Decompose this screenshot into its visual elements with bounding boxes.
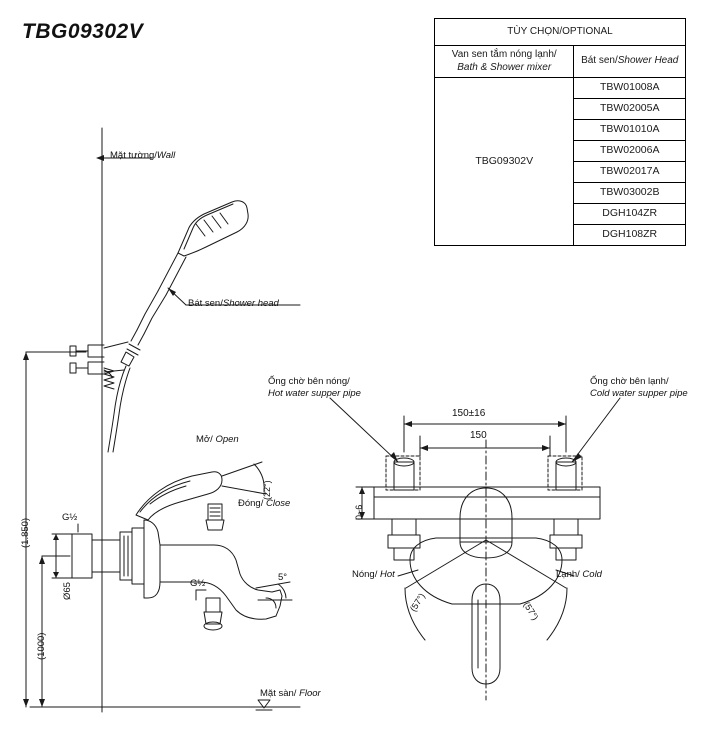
label-dim-150: 150 bbox=[470, 430, 487, 441]
dim-height-1850 bbox=[23, 352, 86, 707]
label-diameter-65: Ø65 bbox=[62, 582, 73, 600]
label-hot-pipe: Ống chờ bên nóng/ Hot water supper pipe bbox=[268, 376, 361, 399]
cell-showerhead-1: TBW02005A bbox=[574, 99, 686, 120]
floor-line bbox=[30, 700, 300, 710]
cell-showerhead-3: TBW02006A bbox=[574, 141, 686, 162]
cell-showerhead-4: TBW02017A bbox=[574, 162, 686, 183]
label-angle-22: (22°) bbox=[262, 480, 272, 500]
label-close: Đóng/ Close bbox=[238, 498, 291, 509]
mixer-header-en: Bath & Shower mixer bbox=[457, 61, 552, 73]
label-thread-lower: G½ bbox=[190, 578, 206, 589]
cold-pipe-leader bbox=[572, 398, 620, 462]
handle-angle-arc-22 bbox=[222, 462, 266, 494]
label-cold-pipe: Ống chờ bên lạnh/ Cold water supper pipe bbox=[590, 376, 688, 399]
label-floor: Mặt sàn/ Floor bbox=[260, 688, 321, 699]
shower-hanger-bracket bbox=[70, 342, 128, 389]
showerhead-header-vi: Bát sen/ bbox=[581, 55, 618, 67]
thread-leader-lines bbox=[78, 524, 206, 600]
cell-mixer-model: TBG09302V bbox=[435, 78, 574, 246]
dim-height-1000 bbox=[39, 556, 70, 707]
mixer-body-side-view bbox=[72, 472, 282, 630]
mixer-header-vi: Van sen tắm nóng lạnh/ bbox=[451, 49, 557, 60]
cell-showerhead-5: TBW03002B bbox=[574, 183, 686, 204]
label-open: Mở/ Open bbox=[196, 434, 239, 445]
label-height-1000: (1000) bbox=[36, 632, 47, 660]
label-dim-0-6: 0~6 bbox=[354, 504, 364, 520]
label-wall: Mặt tường/Wall bbox=[110, 150, 176, 161]
cell-showerhead-2: TBW01010A bbox=[574, 120, 686, 141]
label-dim-150-tol: 150±16 bbox=[452, 408, 486, 419]
showerhead-header-en: Shower Head bbox=[617, 55, 679, 67]
label-height-1850: (1.850) bbox=[20, 517, 31, 548]
page-title: TBG09302V bbox=[22, 20, 144, 43]
hot-pipe-leader bbox=[330, 398, 398, 462]
cell-showerhead-0: TBW01008A bbox=[574, 78, 686, 99]
cell-showerhead-6: DGH104ZR bbox=[574, 204, 686, 225]
label-hot: Nóng/ Hot bbox=[352, 569, 395, 580]
wall-line bbox=[96, 128, 152, 712]
hand-shower-head bbox=[108, 201, 248, 452]
table-header-optional: TÙY CHỌN/OPTIONAL bbox=[435, 19, 686, 46]
label-shower-head: Bát sen/Shower head bbox=[188, 298, 279, 309]
label-angle-57-left: (57°) bbox=[408, 591, 427, 614]
label-angle-5: 5° bbox=[278, 572, 288, 583]
label-thread-upper: G½ bbox=[62, 512, 78, 523]
label-angle-57-right: (57°) bbox=[521, 600, 541, 622]
cell-showerhead-7: DGH108ZR bbox=[574, 225, 686, 246]
label-cold: Lạnh/ Cold bbox=[556, 569, 602, 580]
